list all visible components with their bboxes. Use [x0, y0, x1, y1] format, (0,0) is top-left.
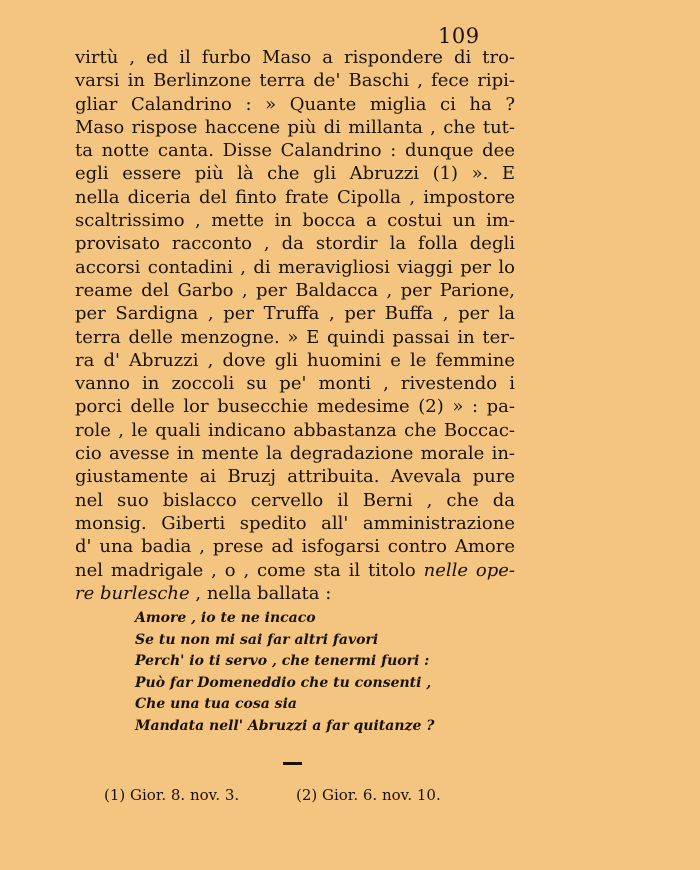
text-segment: nel madrigale , o , come sta il titolo [75, 559, 424, 581]
text-line: varsi in Berlinzone terra de' Baschi , fece ripi- [75, 70, 515, 92]
text-line: per Sardigna , per Truffa , per Buffa , per la [75, 303, 515, 325]
poem-verse: Che una tua cosa sia [135, 696, 297, 712]
poem-verse: Se tu non mi sai far altri favori [135, 631, 379, 648]
text-line: cio avesse in mente la degradazione morale in- [75, 443, 515, 465]
text-line: egli essere più là che gli Abruzzi (1) ». E [75, 163, 515, 185]
text-line: provisato racconto , da stordir la folla degli [75, 233, 515, 255]
poem-verse: Mandata nell' Abruzzi a far quitanze ? [135, 717, 435, 734]
footnotes [104, 786, 441, 804]
text-line: ta notte canta. Disse Calandrino : dunque dee [75, 140, 515, 162]
poem-verse: Amore , io te ne incaco [135, 610, 316, 626]
text-line: ra d' Abruzzi , dove gli huomini e le femmine [75, 349, 515, 371]
text-line: nella diceria del finto frate Cipolla , impostore [75, 186, 515, 208]
text-line [75, 582, 515, 605]
text-line: role , le quali indicano abbastanza che Boccac- [75, 419, 515, 441]
text-line: d' una badia , prese ad isfogarsi contro Amore [75, 536, 515, 558]
text-line: virtù , ed il furbo Maso a rispondere di tro- [75, 47, 515, 68]
text-line: nel suo bislacco cervello il Berni , che da [75, 489, 515, 511]
text-line: porci delle lor busecchie medesime (2) » : pa- [75, 396, 515, 418]
page-number: 109 [438, 24, 480, 48]
text-segment: , nella ballata : [189, 582, 332, 604]
italic-title: re burlesche [75, 582, 190, 604]
poem-verse: Può far Domeneddio che tu consenti , [135, 674, 432, 691]
footnote-1: (1) Gior. 8. nov. 3. [104, 786, 240, 804]
text-line: gliar Calandrino : » Quante miglia ci ha ? [75, 93, 515, 115]
text-line: scaltrissimo , mette in bocca a costui un im- [75, 210, 515, 232]
text-line: monsig. Giberti spedito all' amministrazione [75, 512, 515, 534]
ballata-verses [135, 608, 455, 737]
footnote-separator [283, 762, 302, 765]
poem-verse: Perch' io ti servo , che tenermi fuori : [135, 653, 430, 669]
text-line: giustamente ai Bruzj attribuita. Avevala pure [75, 466, 515, 488]
body-text [75, 46, 515, 605]
text-line [75, 559, 515, 582]
footnote-2: (2) Gior. 6. nov. 10. [295, 786, 441, 804]
text-line: accorsi contadini , di meravigliosi viaggi per lo [75, 256, 515, 278]
text-line: reame del Garbo , per Baldacca , per Parione, [75, 279, 515, 301]
text-line: vanno in zoccoli su pe' monti , rivestendo i [75, 373, 515, 395]
text-line: terra delle menzogne. » E quindi passai in ter- [75, 326, 515, 348]
text-line: Maso rispose haccene più di millanta , che tut- [75, 116, 515, 138]
italic-title: nelle ope- [423, 559, 515, 581]
